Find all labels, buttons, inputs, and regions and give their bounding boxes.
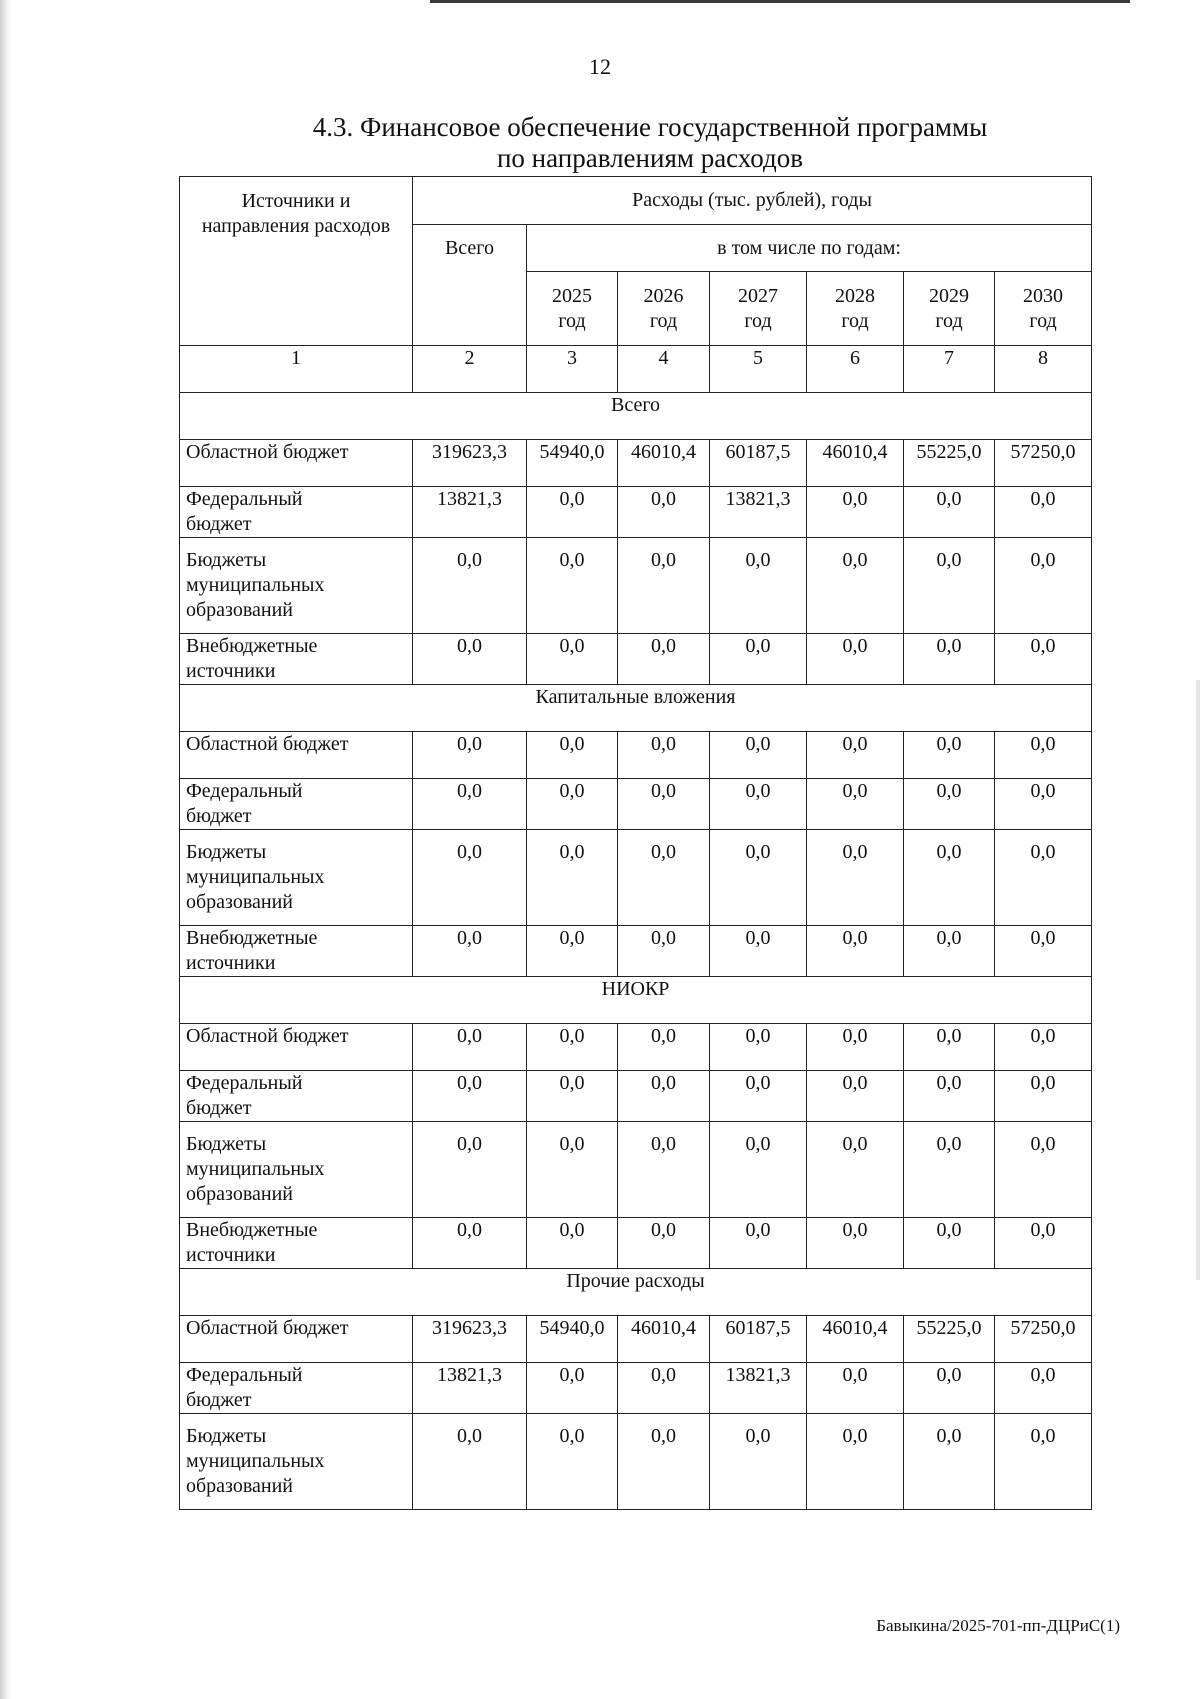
row-label: Внебюджетные источники [180, 1218, 413, 1269]
value-cell: 0,0 [413, 1024, 527, 1071]
value-cell: 0,0 [995, 1414, 1092, 1510]
value-cell: 0,0 [995, 1363, 1092, 1414]
value-cell: 319623,3 [413, 1316, 527, 1363]
value-cell: 0,0 [413, 830, 527, 926]
column-number: 7 [904, 346, 995, 393]
scan-edge-top [430, 0, 1130, 3]
row-label: Федеральный бюджет [180, 779, 413, 830]
value-cell: 13821,3 [413, 1363, 527, 1414]
header-year: 2026 год [618, 272, 710, 346]
value-cell: 0,0 [807, 830, 904, 926]
value-cell: 46010,4 [807, 1316, 904, 1363]
value-cell: 54940,0 [527, 1316, 618, 1363]
title-line-2: по направлениям расходов [496, 143, 803, 173]
value-cell: 0,0 [995, 634, 1092, 685]
value-cell: 0,0 [618, 487, 710, 538]
table-row [180, 440, 1092, 487]
value-cell: 0,0 [807, 634, 904, 685]
value-cell: 0,0 [618, 926, 710, 977]
value-cell: 0,0 [710, 1414, 807, 1510]
value-cell: 0,0 [807, 1363, 904, 1414]
column-number: 6 [807, 346, 904, 393]
value-cell: 0,0 [527, 1218, 618, 1269]
value-cell: 0,0 [807, 1071, 904, 1122]
header-by-years: в том числе по годам: [527, 225, 1092, 272]
value-cell: 0,0 [807, 732, 904, 779]
document-title [0, 112, 1200, 174]
value-cell: 0,0 [904, 830, 995, 926]
value-cell: 0,0 [413, 779, 527, 830]
value-cell: 0,0 [807, 538, 904, 634]
table-row [180, 779, 1092, 830]
value-cell: 0,0 [618, 1363, 710, 1414]
value-cell: 0,0 [710, 926, 807, 977]
section-header-row [180, 977, 1092, 1024]
value-cell: 0,0 [527, 1071, 618, 1122]
value-cell: 0,0 [710, 1218, 807, 1269]
value-cell: 0,0 [710, 634, 807, 685]
value-cell: 0,0 [807, 1024, 904, 1071]
value-cell: 0,0 [904, 538, 995, 634]
row-label: Областной бюджет [180, 732, 413, 779]
value-cell: 0,0 [618, 538, 710, 634]
value-cell: 46010,4 [618, 440, 710, 487]
row-label: Федеральный бюджет [180, 1363, 413, 1414]
value-cell: 0,0 [904, 926, 995, 977]
header-year: 2027 год [710, 272, 807, 346]
table-row [180, 830, 1092, 926]
header-year: 2025 год [527, 272, 618, 346]
section-title: Всего [180, 393, 1092, 440]
value-cell: 0,0 [527, 1414, 618, 1510]
table-row [180, 538, 1092, 634]
section-header-row [180, 1269, 1092, 1316]
column-number: 1 [180, 346, 413, 393]
value-cell: 0,0 [413, 926, 527, 977]
value-cell: 0,0 [995, 926, 1092, 977]
value-cell: 0,0 [904, 732, 995, 779]
table-row [180, 1363, 1092, 1414]
value-cell: 0,0 [413, 1414, 527, 1510]
value-cell: 0,0 [413, 1218, 527, 1269]
value-cell: 0,0 [527, 634, 618, 685]
table-row [180, 926, 1092, 977]
value-cell: 0,0 [618, 1218, 710, 1269]
value-cell: 0,0 [618, 830, 710, 926]
row-label: Бюджеты муниципальных образований [180, 1122, 413, 1218]
header-year: 2030 год [995, 272, 1092, 346]
row-label: Федеральный бюджет [180, 487, 413, 538]
value-cell: 60187,5 [710, 1316, 807, 1363]
value-cell: 0,0 [527, 830, 618, 926]
table-row [180, 732, 1092, 779]
value-cell: 0,0 [413, 634, 527, 685]
value-cell: 0,0 [527, 926, 618, 977]
value-cell: 0,0 [995, 1071, 1092, 1122]
column-number: 3 [527, 346, 618, 393]
value-cell: 319623,3 [413, 440, 527, 487]
value-cell: 0,0 [904, 634, 995, 685]
value-cell: 0,0 [527, 1363, 618, 1414]
value-cell: 0,0 [710, 1122, 807, 1218]
value-cell: 0,0 [618, 779, 710, 830]
value-cell: 0,0 [904, 487, 995, 538]
value-cell: 46010,4 [807, 440, 904, 487]
value-cell: 0,0 [710, 538, 807, 634]
value-cell: 55225,0 [904, 1316, 995, 1363]
column-number: 8 [995, 346, 1092, 393]
value-cell: 0,0 [995, 1024, 1092, 1071]
table-row [180, 1122, 1092, 1218]
section-header-row [180, 393, 1092, 440]
document-code: Бавыкина/2025-701-пп-ДЦРиС(1) [876, 1616, 1120, 1635]
value-cell: 0,0 [904, 779, 995, 830]
value-cell: 54940,0 [527, 440, 618, 487]
header-sources: Источники и направления расходов [180, 177, 413, 346]
value-cell: 57250,0 [995, 440, 1092, 487]
column-number: 5 [710, 346, 807, 393]
section-title: Капитальные вложения [180, 685, 1092, 732]
value-cell: 57250,0 [995, 1316, 1092, 1363]
value-cell: 0,0 [618, 1071, 710, 1122]
value-cell: 0,0 [618, 732, 710, 779]
value-cell: 0,0 [807, 1414, 904, 1510]
value-cell: 0,0 [710, 732, 807, 779]
value-cell: 0,0 [995, 487, 1092, 538]
header-expenses: Расходы (тыс. рублей), годы [413, 177, 1092, 225]
page-number: 12 [589, 54, 611, 79]
row-label: Внебюджетные источники [180, 634, 413, 685]
financing-table [179, 176, 1092, 1510]
value-cell: 0,0 [807, 1122, 904, 1218]
table-row [180, 1071, 1092, 1122]
column-number: 2 [413, 346, 527, 393]
header-total: Всего [413, 225, 527, 346]
value-cell: 13821,3 [710, 1363, 807, 1414]
row-label: Федеральный бюджет [180, 1071, 413, 1122]
value-cell: 0,0 [413, 1122, 527, 1218]
scan-edge-left [0, 0, 12, 1699]
value-cell: 0,0 [618, 634, 710, 685]
value-cell: 0,0 [995, 538, 1092, 634]
value-cell: 0,0 [618, 1024, 710, 1071]
value-cell: 60187,5 [710, 440, 807, 487]
value-cell: 0,0 [413, 732, 527, 779]
value-cell: 0,0 [904, 1363, 995, 1414]
value-cell: 0,0 [413, 538, 527, 634]
title-line-1: 4.3. Финансовое обеспечение государственной программы [312, 112, 988, 142]
value-cell: 0,0 [618, 1414, 710, 1510]
value-cell: 0,0 [710, 830, 807, 926]
value-cell: 0,0 [904, 1024, 995, 1071]
value-cell: 0,0 [904, 1414, 995, 1510]
row-label: Бюджеты муниципальных образований [180, 538, 413, 634]
row-label: Внебюджетные источники [180, 926, 413, 977]
row-label: Областной бюджет [180, 1024, 413, 1071]
value-cell: 0,0 [995, 1122, 1092, 1218]
value-cell: 0,0 [904, 1218, 995, 1269]
value-cell: 0,0 [527, 538, 618, 634]
table-row [180, 634, 1092, 685]
column-number: 4 [618, 346, 710, 393]
value-cell: 0,0 [807, 1218, 904, 1269]
value-cell: 0,0 [527, 1024, 618, 1071]
value-cell: 0,0 [904, 1122, 995, 1218]
table-row [180, 1218, 1092, 1269]
value-cell: 46010,4 [618, 1316, 710, 1363]
header-year: 2028 год [807, 272, 904, 346]
value-cell: 0,0 [995, 732, 1092, 779]
value-cell: 0,0 [527, 1122, 618, 1218]
value-cell: 0,0 [527, 732, 618, 779]
row-label: Бюджеты муниципальных образований [180, 830, 413, 926]
value-cell: 0,0 [710, 1071, 807, 1122]
value-cell: 0,0 [807, 487, 904, 538]
row-label: Бюджеты муниципальных образований [180, 1414, 413, 1510]
value-cell: 0,0 [527, 487, 618, 538]
row-label: Областной бюджет [180, 440, 413, 487]
value-cell: 13821,3 [413, 487, 527, 538]
row-label: Областной бюджет [180, 1316, 413, 1363]
value-cell: 0,0 [807, 926, 904, 977]
value-cell: 0,0 [710, 779, 807, 830]
section-title: НИОКР [180, 977, 1092, 1024]
section-title: Прочие расходы [180, 1269, 1092, 1316]
value-cell: 0,0 [995, 830, 1092, 926]
table-row [180, 1414, 1092, 1510]
value-cell: 55225,0 [904, 440, 995, 487]
value-cell: 0,0 [527, 779, 618, 830]
value-cell: 0,0 [413, 1071, 527, 1122]
table-row [180, 1024, 1092, 1071]
table-row [180, 487, 1092, 538]
section-header-row [180, 685, 1092, 732]
value-cell: 13821,3 [710, 487, 807, 538]
value-cell: 0,0 [995, 779, 1092, 830]
scan-edge-right [1196, 680, 1200, 1280]
value-cell: 0,0 [807, 779, 904, 830]
table-row [180, 1316, 1092, 1363]
value-cell: 0,0 [710, 1024, 807, 1071]
value-cell: 0,0 [904, 1071, 995, 1122]
header-year: 2029 год [904, 272, 995, 346]
value-cell: 0,0 [995, 1218, 1092, 1269]
value-cell: 0,0 [618, 1122, 710, 1218]
